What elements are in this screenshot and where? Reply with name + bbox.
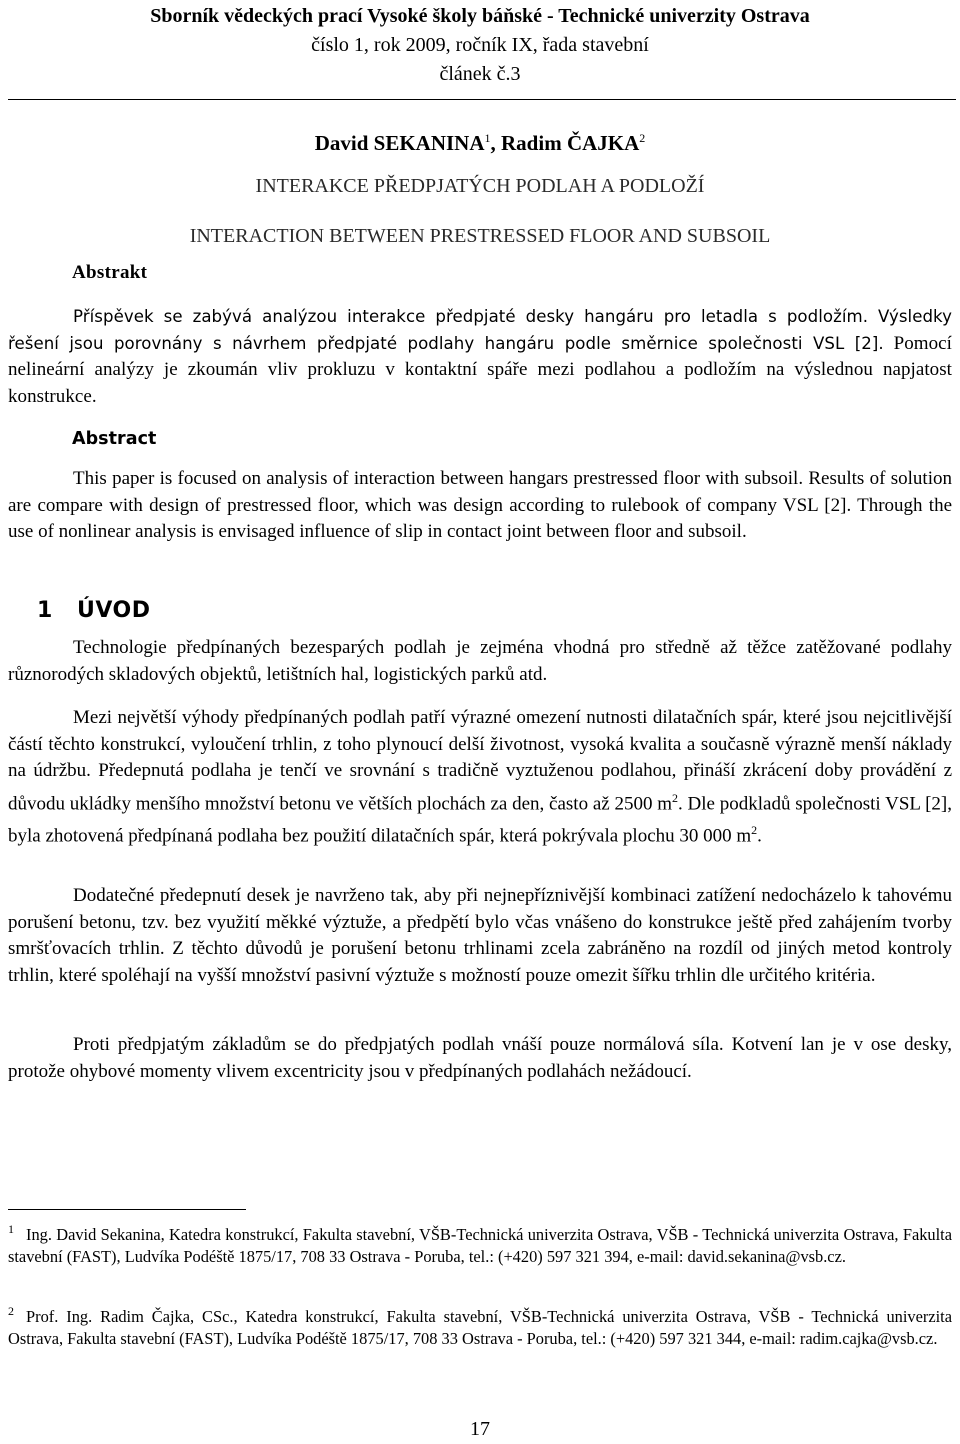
paragraph-1: Technologie předpínaných bezesparých podlah je zejména vhodná pro středně až těžce zatěžované podlahy různorodých skladových objektů, letištních hal, logistických parků atd. (8, 637, 952, 685)
author-2-mark: 2 (639, 131, 646, 145)
footnote-2-mark: 2 (8, 1304, 14, 1318)
footnote-2: 2 Prof. Ing. Radim Čajka, CSc., Katedra konstrukcí, Fakulta stavební, VŠB-Technická univerzita Ostrava, VŠB - Technická univerzita Ostrava, Fakulta stavební (FAST), Ludvíka Podéště 1875/17, 708 33 Ostrava - Poruba, tel.: (+420) 597 321 344, e-mail: radim.cajka@vsb.cz. (8, 1306, 952, 1350)
paragraph-3: Dodatečné předepnutí desek je navrženo tak, aby při nejnepříznivější kombinaci zatížení nedocházelo k tahovému porušení betonu, tzv. bez využití měkké výztuže, a předpětí bylo včas vnášeno do konstrukce ještě před zahájením tvorby smršťovacích trhlin. Z těchto důvodů je porušení betonu trhlinami zcela zabráněno na rozdíl od jiných metod kontroly trhlin, které spoléhají na vyšší množství pasivní výztuže s možností pouze omezit šířku trhlin dle určitého kritéria. (8, 885, 952, 986)
journal-issue: číslo 1, rok 2009, ročník IX, řada stavební (311, 34, 649, 56)
authors-line: David SEKANINA$^1$, Radim ČAJKA$^2$ (314, 131, 646, 155)
author-1: David SEKANINA (314, 131, 485, 155)
paragraph-2: Mezi největší výhody předpínaných podlah patří výrazné omezení nutnosti dilatačních spár, které jsou nejcitlivější částí těchto konstrukcí, vyloučení trhlin, z toho plynoucí delší životnost, vysoká kvalita a současně výrazně menší náklady na údržbu. Předepnutá podlaha je tenčí ve srovnání s tradičně vyztuženou podlahou, přináší zkrácení doby provádění z důvodu ukládky menšího množství betonu ve větších plochách za den, často až 2500 $m^2$. Dle podkladů společnosti VSL [2], byla zhotovená předpínaná podlaha bez použití dilatačních spár, která pokrývala plochu 30 000 $m^2$. (8, 707, 952, 847)
title-english: INTERACTION BETWEEN PRESTRESSED FLOOR AND SUBSOIL (189, 225, 771, 247)
journal-name: Sborník vědeckých prací Vysoké školy báňské - Technické univerzity Ostrava (150, 5, 810, 27)
header-rule (8, 99, 956, 100)
abstrakt-label: Abstrakt (72, 262, 148, 283)
section-heading (37, 598, 150, 623)
paragraph-4: Proti předpjatým základům se do předpjatých podlah vnáší pouze normálová síla. Kotvení lan je v ose desky, protože ohybové momenty vlivem excentricity jsou v předpínaných podlahách nežádoucí. (8, 1034, 952, 1082)
article-number: článek č.3 (439, 63, 521, 85)
author-2: Radim ČAJKA (501, 131, 640, 155)
title-czech: INTERAKCE PŘEDPJATÝCH PODLAH A PODLOŽÍ (255, 175, 705, 197)
abstrakt-text: Příspěvek se zabývá analýzou interakce předpjaté desky hangáru pro letadla s podložím. Výsledky řešení jsou porovnány s návrhem předpjaté podlahy hangáru podle směrnice společnosti VSL [2]. Pomocí nelineární analýzy je zkoumán vliv prokluzu v kontaktní spáře mezi podlahou a podložím na výslednou napjatost konstrukce. (8, 307, 952, 407)
author-1-mark: 1 (484, 131, 491, 145)
section-number: 1 (37, 598, 53, 623)
abstract-text: This paper is focused on analysis of interaction between hangars prestressed floor with subsoil. Results of solution are compare with design of prestressed floor, which was design according to rulebook of company VSL [2]. Through the use of nonlinear analysis is envisaged influence of slip in contact joint between floor and subsoil. (8, 468, 952, 542)
footnote-1: 1 Ing. David Sekanina, Katedra konstrukcí, Fakulta stavební, VŠB-Technická univerzita Ostrava, VŠB - Technická univerzita Ostrava, Fakulta stavební (FAST), Ludvíka Podéště 1875/17, 708 33 Ostrava - Poruba, tel.: (+420) 597 321 394, e-mail: david.sekanina@vsb.cz. (8, 1224, 952, 1268)
abstract-label: Abstract (72, 429, 157, 449)
page-number: 17 (470, 1418, 490, 1440)
section-title: ÚVOD (77, 598, 151, 623)
footnote-1-mark: 1 (8, 1222, 14, 1236)
footnote-rule (8, 1209, 246, 1210)
